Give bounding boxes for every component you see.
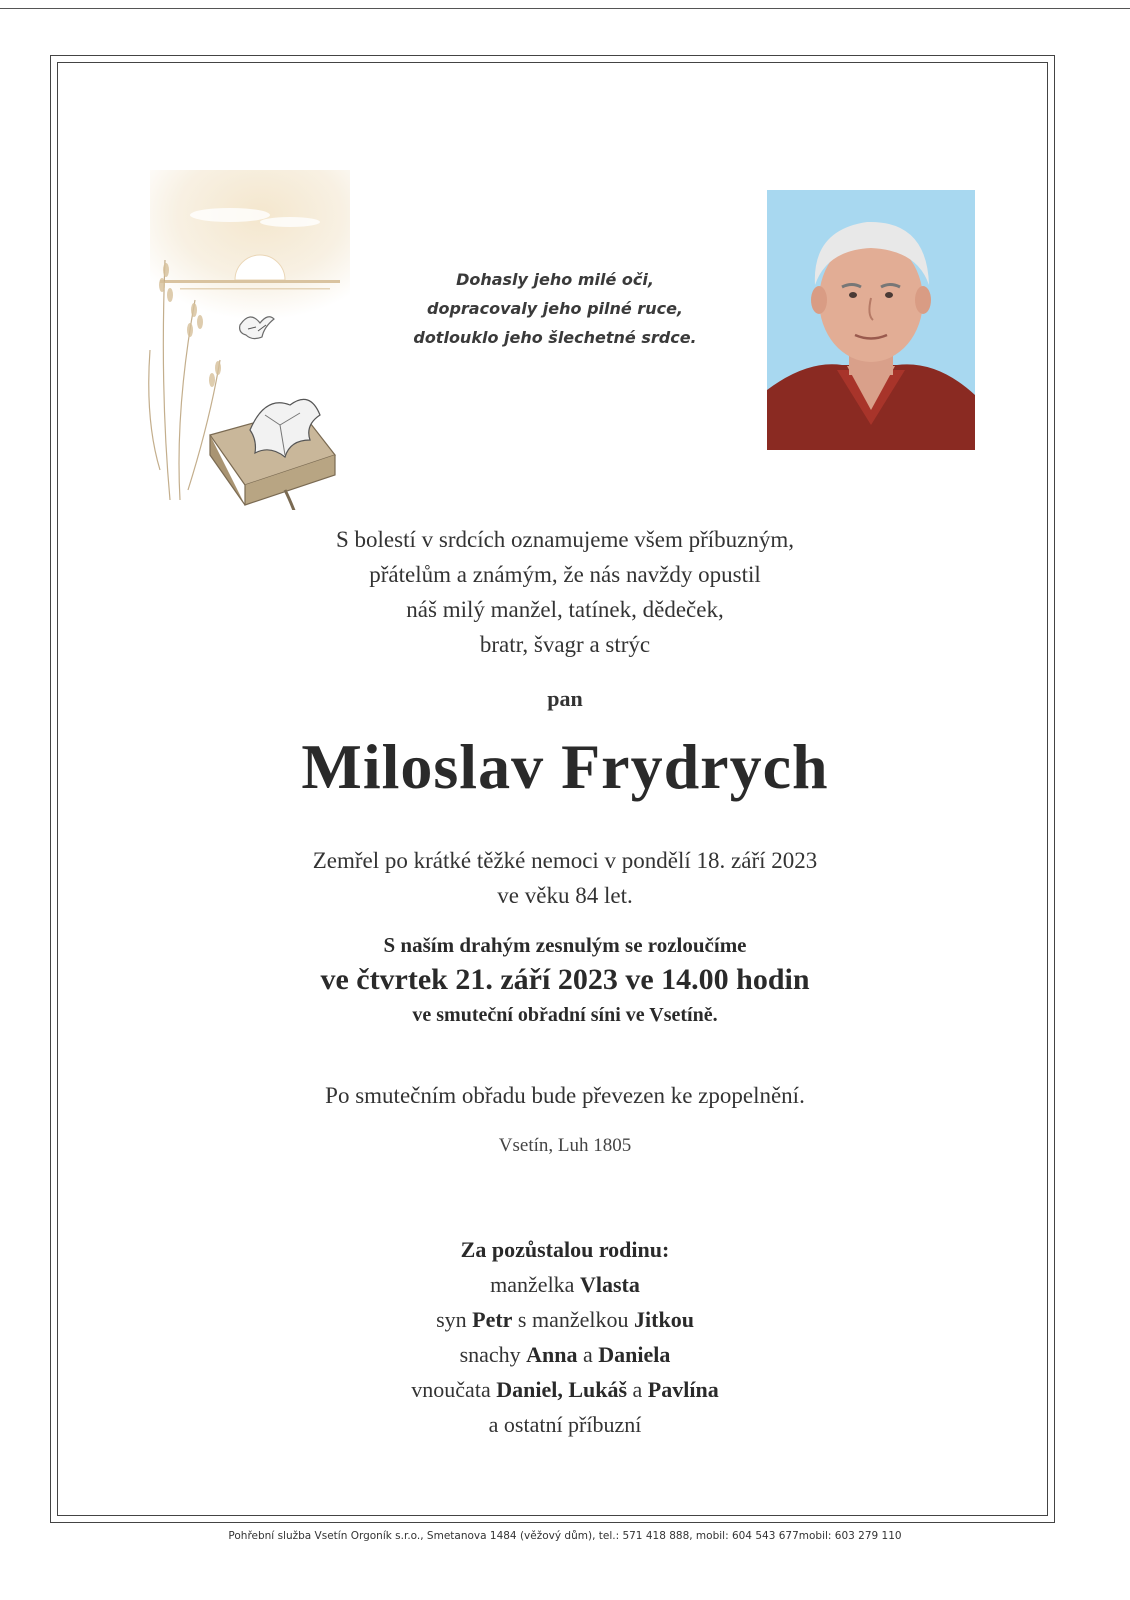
announcement-line-4: bratr, švagr a strýc bbox=[479, 632, 651, 657]
family-daughters-in-law: snachy Anna a Daniela bbox=[459, 1342, 671, 1367]
family-son: syn Petr s manželkou Jitkou bbox=[436, 1307, 694, 1332]
address: Vsetín, Luh 1805 bbox=[498, 1135, 632, 1156]
farewell-line-1: S naším drahým zesnulým se rozloučíme bbox=[383, 933, 747, 957]
death-line-1: Zemřel po krátké těžké nemoci v pondělí 18. září 2023 bbox=[312, 848, 818, 873]
quote-line-2: dopracovaly jeho pilné ruce, bbox=[427, 299, 683, 318]
top-rule bbox=[0, 8, 1130, 9]
death-info bbox=[0, 843, 1130, 913]
title-prefix: pan bbox=[547, 686, 583, 711]
memorial-quote bbox=[380, 265, 730, 352]
announcement-line-2: přátelům a známým, že nás navždy opustil bbox=[369, 562, 761, 587]
quote-line-3: dotlouklo jeho šlechetné srdce. bbox=[413, 328, 697, 347]
farewell-date-time: ve čtvrtek 21. září 2023 ve 14.00 hodin bbox=[320, 963, 810, 996]
ornament-illustration bbox=[140, 170, 370, 510]
family-wife: manželka Vlasta bbox=[490, 1272, 640, 1297]
funeral-service-footer: Pohřební služba Vsetín Orgoník s.r.o., Smetanova 1484 (věžový dům), tel.: 571 418 888, mobil: 604 543 677mobil: 603 279 110 bbox=[228, 1530, 902, 1542]
family-grandchildren: vnoučata Daniel, Lukáš a Pavlína bbox=[411, 1377, 719, 1402]
cremation-note: Po smutečním obřadu bude převezen ke zpopelnění. bbox=[325, 1083, 805, 1108]
announcement-line-3: náš milý manžel, tatínek, dědeček, bbox=[406, 597, 724, 622]
farewell-place: ve smuteční obřadní síni ve Vsetíně. bbox=[412, 1004, 718, 1026]
family-others: a ostatní příbuzní bbox=[488, 1412, 642, 1437]
family-heading: Za pozůstalou rodinu: bbox=[460, 1237, 670, 1262]
family-list bbox=[0, 1232, 1130, 1442]
announcement-line-1: S bolestí v srdcích oznamujeme všem příbuzným, bbox=[336, 527, 794, 552]
quote-line-1: Dohasly jeho milé oči, bbox=[456, 270, 654, 289]
deceased-name: Miloslav Frydrych bbox=[301, 731, 829, 802]
portrait-photo bbox=[767, 190, 975, 450]
announcement bbox=[0, 522, 1130, 662]
death-line-2: ve věku 84 let. bbox=[497, 883, 633, 908]
